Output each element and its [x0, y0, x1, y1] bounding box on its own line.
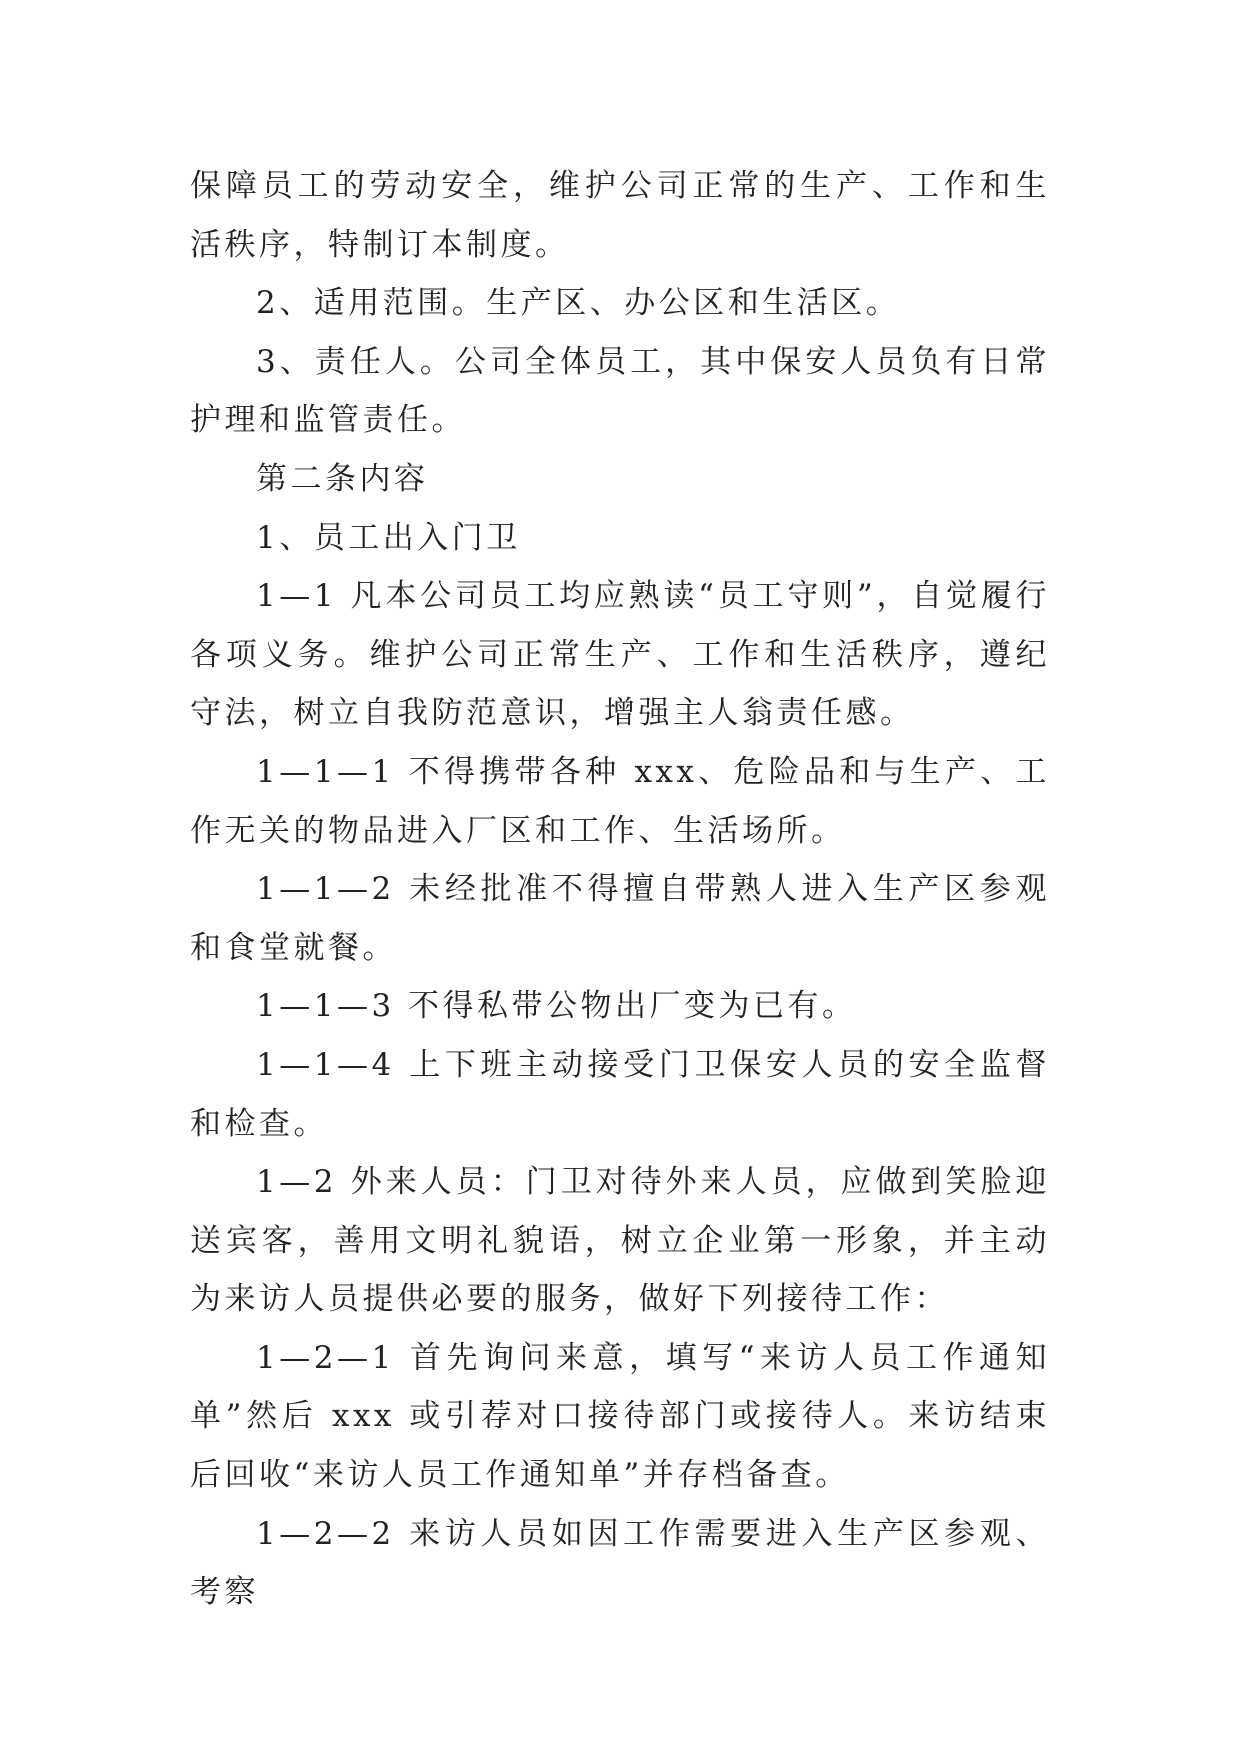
paragraph-1-2-2: 1—2—2 来访人员如因工作需要进入生产区参观、考察 [190, 1515, 1050, 1611]
paragraph-1-1: 1—1 凡本公司员工均应熟读“员工守则”，自觉履行各项义务。维护公司正常生产、工作和生活秩序，遵纪守法，树立自我防范意识，增强主人翁责任感。 [190, 578, 1050, 732]
paragraph-1-1-1: 1—1—1 不得携带各种 xxx、危险品和与生产、工作无关的物品进入厂区和工作、生活场所。 [190, 753, 1050, 849]
paragraph-1: 保障员工的劳动安全，维护公司正常的生产、工作和生活秩序，特制订本制度。 [190, 168, 1050, 263]
paragraph-1-2-1: 1—2—1 首先询问来意，填写“来访人员工作通知单”然后 xxx 或引荐对口接待部门或接待人。来访结束后回收“来访人员工作通知单”并存档备查。 [190, 1339, 1050, 1494]
document-body [190, 157, 1050, 1622]
paragraph-1-2: 1—2 外来人员：门卫对待外来人员，应做到笑脸迎送宾客，善用文明礼貌语，树立企业第一形象，并主动为来访人员提供必要的服务，做好下列接待工作： [190, 1164, 1050, 1318]
paragraph-3: 3、责任人。公司全体员工，其中保安人员负有日常护理和监管责任。 [190, 343, 1050, 439]
paragraph-1-1-2: 1—1—2 未经批准不得擅自带熟人进入生产区参观和食堂就餐。 [190, 871, 1050, 966]
section-heading: 第二条内容 [256, 460, 429, 497]
paragraph-1-1-3: 1—1—3 不得私带公物出厂变为已有。 [256, 988, 857, 1025]
paragraph-1-1-4: 1—1—4 上下班主动接受门卫保安人员的安全监督和检查。 [190, 1046, 1050, 1142]
subsection-heading: 1、员工出入门卫 [256, 519, 521, 556]
paragraph-2: 2、适用范围。生产区、办公区和生活区。 [256, 285, 901, 322]
